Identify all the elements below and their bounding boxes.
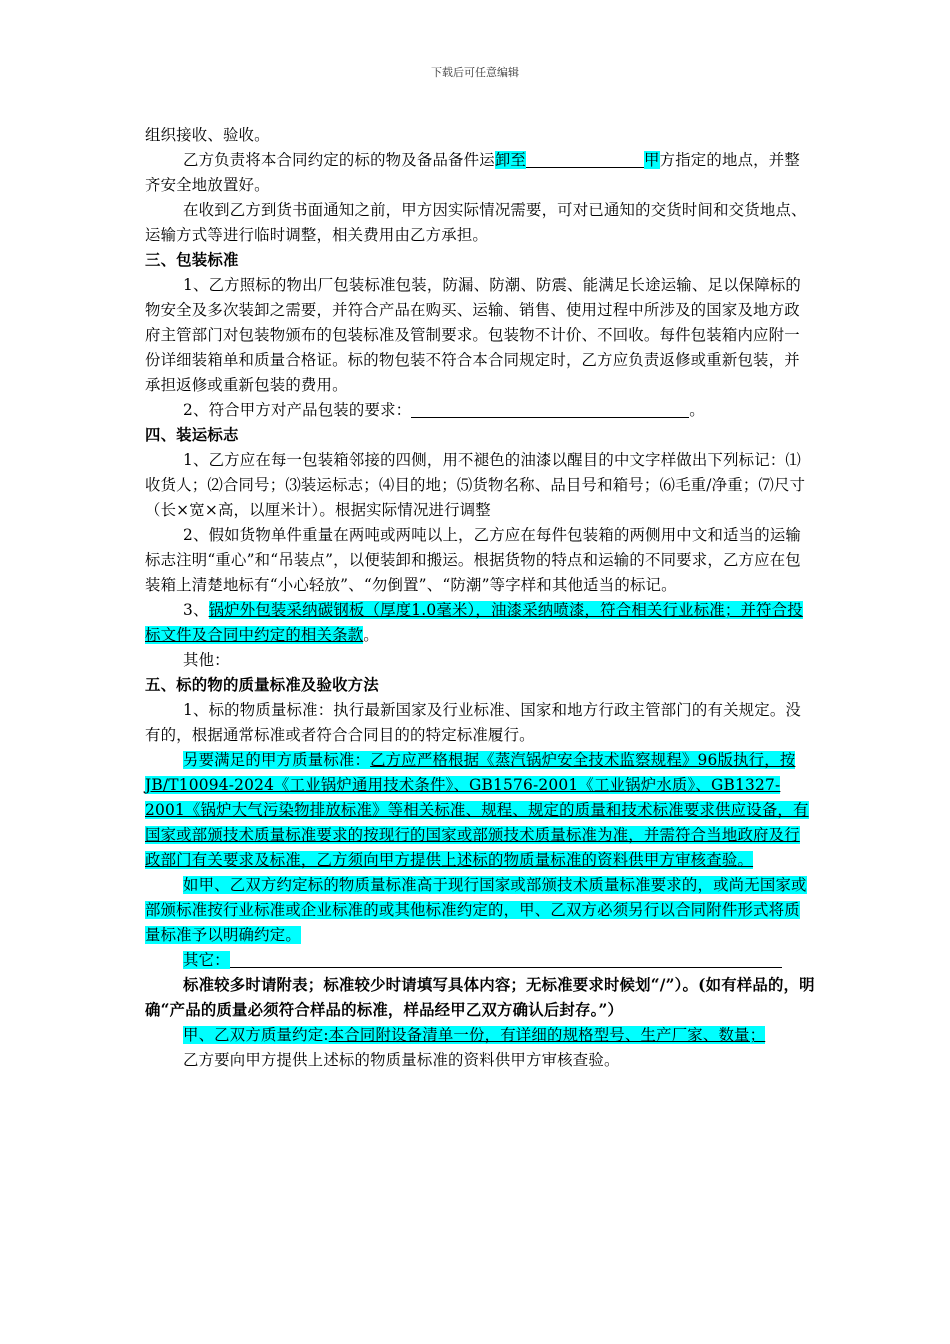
fill-in-blank[interactable] xyxy=(230,949,782,968)
paragraph xyxy=(145,598,815,648)
paragraph xyxy=(145,1023,815,1048)
highlighted-text: 本合同附设备清单一份，有详细的规格型号、生产厂家、数量； xyxy=(328,1026,766,1044)
text-run: 乙方负责将本合同约定的标的物及备品备件运 xyxy=(183,151,495,169)
paragraph xyxy=(145,398,815,423)
text-run: 方指定的地点，并整齐安全地放置好。 xyxy=(145,151,800,194)
paragraph: 1、标的物质量标准：执行最新国家及行业标准、国家和地方行政主管部门的有关规定。没有的，根据通常标准或者符合合同目的的特定标准履行。 xyxy=(145,701,802,744)
paragraph: 2、假如货物单件重量在两吨或两吨以上，乙方应在每件包装箱的两侧用中文和适当的运输标志注明“重心”和“吊装点”，以便装卸和搬运。根据货物的特点和运输的不同要求，乙方应在包装箱上清楚地标有“小心轻放”、“勿倒置”、“防潮”等字样和其他适当的标记。 xyxy=(145,526,802,594)
highlighted-text: 甲、乙双方质量约定: xyxy=(183,1026,329,1044)
text-run: 。 xyxy=(689,401,705,419)
highlighted-text: 其它： xyxy=(183,951,230,969)
highlighted-text: 卸至 xyxy=(494,151,527,169)
section-heading: 四、装运标志 xyxy=(145,426,239,444)
text-run: 2、符合甲方对产品包装的要求： xyxy=(183,401,412,419)
highlighted-text: 另要满足的甲方质量标准： xyxy=(183,751,371,769)
document-body xyxy=(145,123,815,1073)
text-run: 。 xyxy=(363,626,379,644)
highlighted-text: 乙方应严格根据《蒸汽锅炉安全技术监察规程》96版执行，按JB/T10094-2024《工业锅炉通用技术条件》、GB1576-2001《工业锅炉水质》、GB1327-2001《锅炉大气污染物排放标准》等相关标准、规程、规定的质量和技术标准要求供应设备，有国家或部颁技术质量标准要求的按现行的国家或部颁技术质量标准为准，并需符合当地政府及行政部门有关要求及标准，乙方须向甲方提供上述标的物质量标准的资料供甲方审核查验。 xyxy=(145,751,809,869)
paragraph xyxy=(145,748,815,873)
highlighted-text: 甲 xyxy=(644,151,660,169)
paragraph: 乙方要向甲方提供上述标的物质量标准的资料供甲方审核查验。 xyxy=(183,1051,620,1069)
paragraph: 组织接收、验收。 xyxy=(145,126,270,144)
paragraph xyxy=(145,873,815,948)
paragraph: 在收到乙方到货书面通知之前，甲方因实际情况需要，可对已通知的交货时间和交货地点、运输方式等进行临时调整，相关费用由乙方承担。 xyxy=(145,201,807,244)
paragraph xyxy=(145,948,815,973)
note-paragraph: 标准较多时请附表；标准较少时请填写具体内容；无标准要求时候划“/”）。(如有样品的，明确“产品的质量必须符合样品的标准，样品经甲乙双方确认后封存。”） xyxy=(145,976,815,1019)
paragraph: 1、乙方照标的物出厂包装标准包装，防漏、防潮、防震、能满足长途运输、足以保障标的物安全及多次装卸之需要，并符合产品在购买、运输、销售、使用过程中所涉及的国家及地方政府主管部门对包装物颁布的包装标准及管制要求。包装物不计价、不回收。每件包装箱内应附一份详细装箱单和质量合格证。标的物包装不符合本合同规定时，乙方应负责返修或重新包装，并承担返修或重新包装的费用。 xyxy=(145,276,802,394)
section-heading: 五、标的物的质量标准及验收方法 xyxy=(145,676,379,694)
paragraph: 其他： xyxy=(183,651,230,669)
highlighted-text: 如甲、乙双方约定标的物质量标准高于现行国家或部颁技术质量标准要求的，或尚无国家或部颁标准按行业标准或企业标准的或其他标准约定的，甲、乙双方必须另行以合同附件形式将质量标准予以明确约定。 xyxy=(145,876,807,944)
paragraph: 1、乙方应在每一包装箱邻接的四侧，用不褪色的油漆以醒目的中文字样做出下列标记：⑴收货人；⑵合同号；⑶装运标志；⑷目的地；⑸货物名称、品目号和箱号；⑹毛重/净重；⑺尺寸（长×宽×高，以厘米计）。根据实际情况进行调整 xyxy=(145,451,806,519)
fill-in-blank[interactable] xyxy=(526,149,644,168)
fill-in-blank[interactable] xyxy=(411,399,689,418)
highlighted-text: 锅炉外包装采纳碳钢板（厚度1.0毫米），油漆采纳喷漆，符合相关行业标准；并符合投标文件及合同中约定的相关条款 xyxy=(145,601,803,644)
paragraph xyxy=(145,148,815,198)
text-run: 3、 xyxy=(183,601,209,619)
section-heading: 三、包装标准 xyxy=(145,251,239,269)
page-header: 下载后可任意编辑 xyxy=(431,66,519,79)
